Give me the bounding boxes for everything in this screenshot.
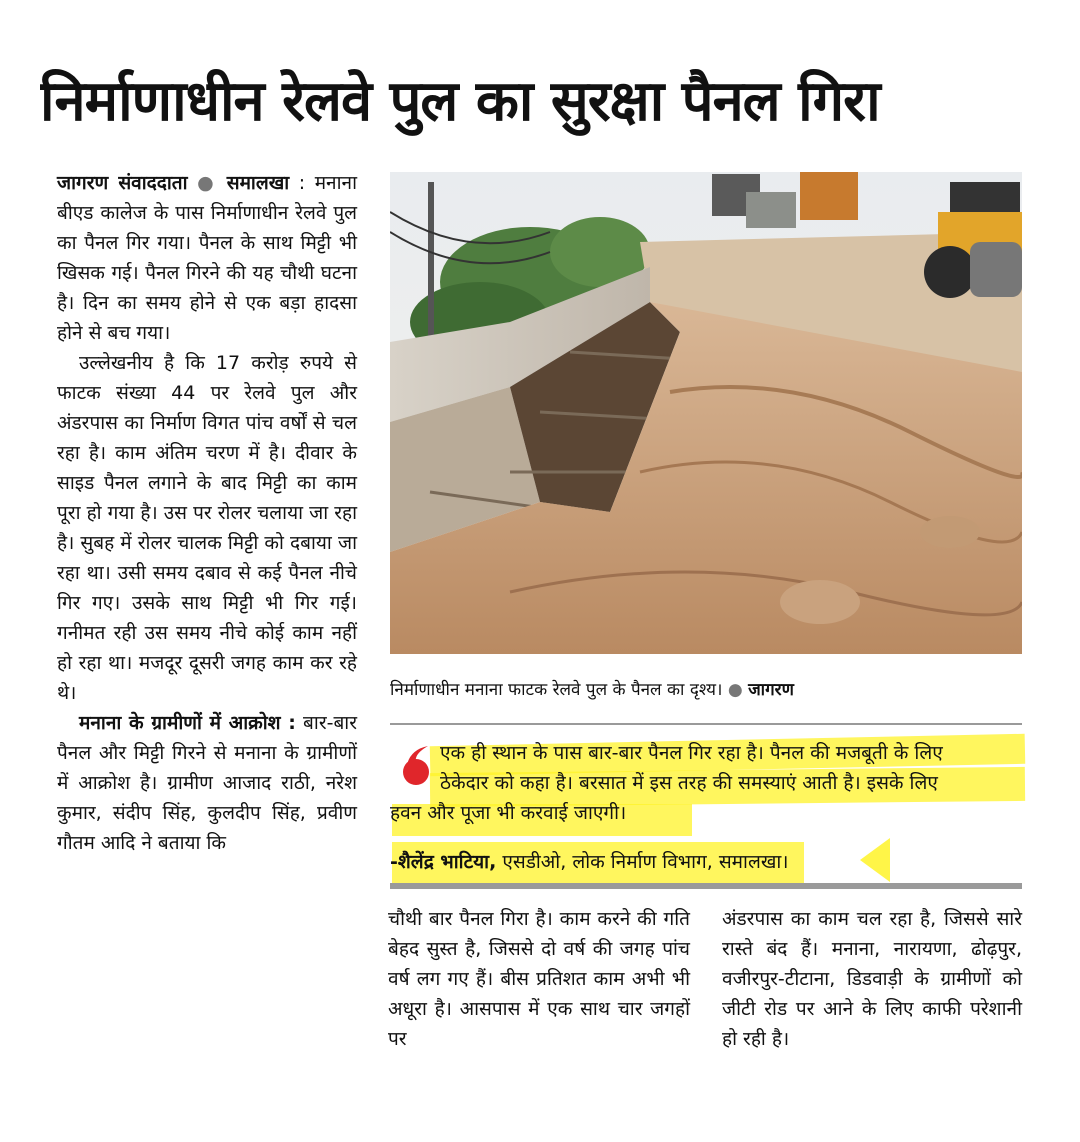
caption-text: निर्माणाधीन मनाना फाटक रेलवे पुल के पैनल का दृश्य। (390, 680, 723, 700)
quote-line-3: हवन और पूजा भी करवाई जाएगी। (390, 802, 627, 824)
paragraph-3 (57, 708, 357, 858)
headline: निर्माणाधीन रेलवे पुल का सुरक्षा पैनल गिरा (40, 69, 880, 134)
subheading: मनाना के ग्रामीणों में आक्रोश : (79, 712, 296, 734)
news-photo (390, 172, 1022, 654)
official-quote (390, 738, 1022, 828)
paragraph (57, 168, 357, 348)
byline-place: समालखा (226, 172, 290, 194)
quote-attribution-name: -शैलेंद्र भाटिया, (390, 851, 497, 873)
paragraph-1-text: : मनाना बीएड कालेज के पास निर्माणाधीन रेलवे पुल का पैनल गिर गया। पैनल के साथ मिट्टी भी खिसक गई। पैनल गिरने की यह चौथी घटना है। दिन का समय होने से एक बड़ा हादसा होने से बच गया। (57, 172, 357, 344)
paragraph-2: उल्लेखनीय है कि 17 करोड़ रुपये से फाटक संख्या 44 पर रेलवे पुल और अंडरपास का निर्माण विगत पांच वर्षों से चल रहा है। काम अंतिम चरण में है। दीवार के साइड पैनल लगाने के बाद मिट्टी का काम पूरा हो गया है। उस पर रोलर चलाया जा रहा है। सुबह में रोलर चालक मिट्टी को दबाया जा रहा था। उसी समय दबाव से कई पैनल नीचे गिर गए। उसके साथ मिट्टी भी गिर गई। गनीमत रही उस समय नीचे कोई काम नहीं हो रहा था। मजदूर दूसरी जगह काम कर रहे थे। (57, 352, 357, 704)
quote-bottom-rule (390, 883, 1022, 889)
quote-top-rule (390, 723, 1022, 725)
highlight-arrow (860, 838, 890, 882)
bullet-separator: ● (197, 172, 218, 194)
quote-attribution-role: एसडीओ, लोक निर्माण विभाग, समालखा। (502, 851, 789, 873)
paragraph-3-text: बार-बार पैनल और मिट्टी गिरने से मनाना के ग्रामीणों में आक्रोश है। ग्रामीण आजाद राठी, नरेश कुमार, संदीप सिंह, कुलदीप सिंह, प्रवीण गौतम आदि ने बताया कि (57, 712, 357, 854)
quote-line-1: एक ही स्थान के पास बार-बार पैनल गिर रहा है। पैनल की मजबूती के लिए (440, 742, 943, 764)
photo-credit: जागरण (748, 680, 794, 700)
article-column-2: चौथी बार पैनल गिरा है। काम करने की गति बेहद सुस्त है, जिससे दो वर्ष की जगह पांच वर्ष लग गए हैं। बीस प्रतिशत काम अभी भी अधूरा है। आसपास में एक साथ चार जगहों पर (388, 908, 690, 1050)
caption-bullet: ● (727, 680, 743, 700)
article-column-1 (57, 168, 357, 858)
quote-attribution (390, 848, 789, 876)
byline-reporter: जागरण संवाददाता (57, 172, 188, 194)
bridge-construction-photo (390, 172, 1022, 654)
quote-line-2: ठेकेदार को कहा है। बरसात में इस तरह की समस्याएं आती है। इसके लिए (440, 772, 938, 794)
article-column-3: अंडरपास का काम चल रहा है, जिससे सारे रास्ते बंद हैं। मनाना, नारायणा, ढोढ़पुर, वजीरपुर-टीटाना, डिडवाड़ी के ग्रामीणों को जीटी रोड पर आने के लिए काफी परेशानी हो रही है। (722, 908, 1022, 1050)
photo-caption (390, 678, 1022, 702)
